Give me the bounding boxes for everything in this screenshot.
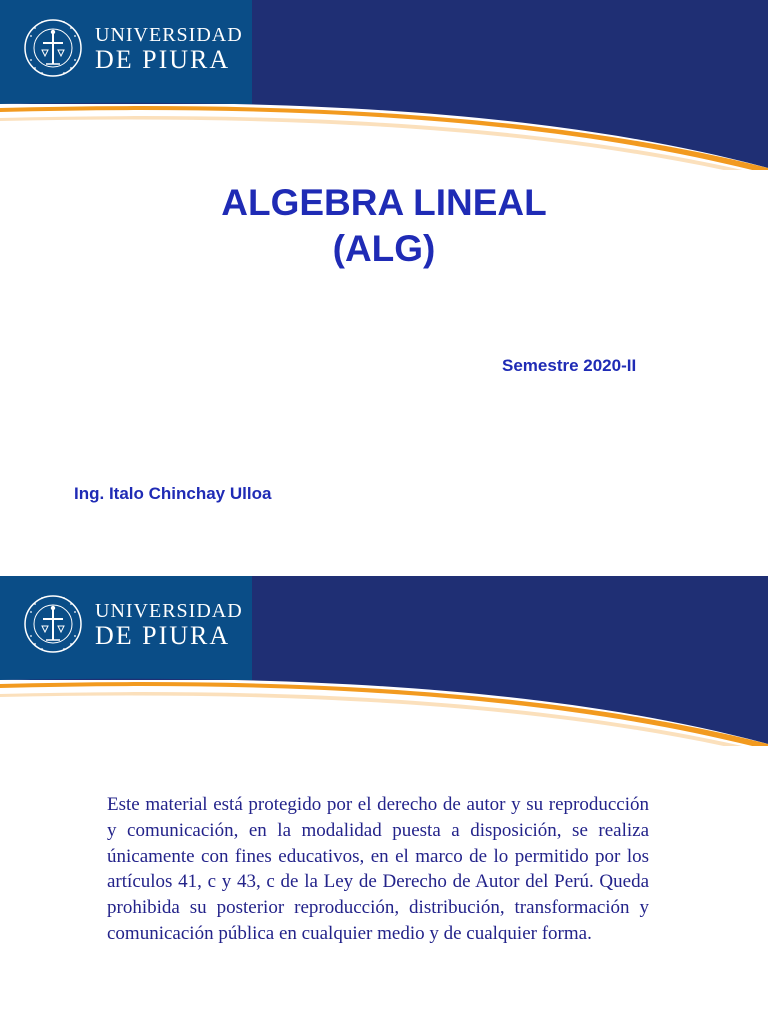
course-title: ALGEBRA LINEAL — [221, 182, 547, 223]
slide-header — [0, 0, 768, 170]
university-name-line1: UNIVERSIDAD — [95, 600, 243, 622]
course-code: (ALG) — [332, 228, 436, 269]
university-logo — [22, 10, 252, 84]
university-wordmark — [95, 600, 243, 650]
slide-gap — [0, 448, 768, 576]
semester-label: Semestre 2020-II — [502, 356, 637, 375]
university-wordmark — [95, 24, 243, 74]
copyright-notice: Este material está protegido por el derecho de autor y su reproducción y comunicación, en la modalidad puesta a disposición, se realiza únicamente con fines educativos, en el marco de lo permitido por los artículos 41, c y 43, c de la Ley de Derecho de Autor del Perú. Queda prohibida su posterior reproducción, distribución, transformación y comunicación pública en cualquier medio y de cualquier forma. — [107, 794, 649, 944]
title-slide — [0, 0, 768, 448]
university-name-line2: DE PIURA — [95, 621, 231, 650]
university-name-line2: DE PIURA — [95, 45, 231, 74]
university-logo — [22, 586, 252, 660]
university-seal-icon — [22, 586, 84, 660]
copyright-slide — [0, 576, 768, 1024]
university-seal-icon — [22, 10, 84, 84]
slide-header — [0, 576, 768, 746]
university-name-line1: UNIVERSIDAD — [95, 24, 243, 46]
author-name: Ing. Italo Chinchay Ulloa — [74, 484, 272, 503]
